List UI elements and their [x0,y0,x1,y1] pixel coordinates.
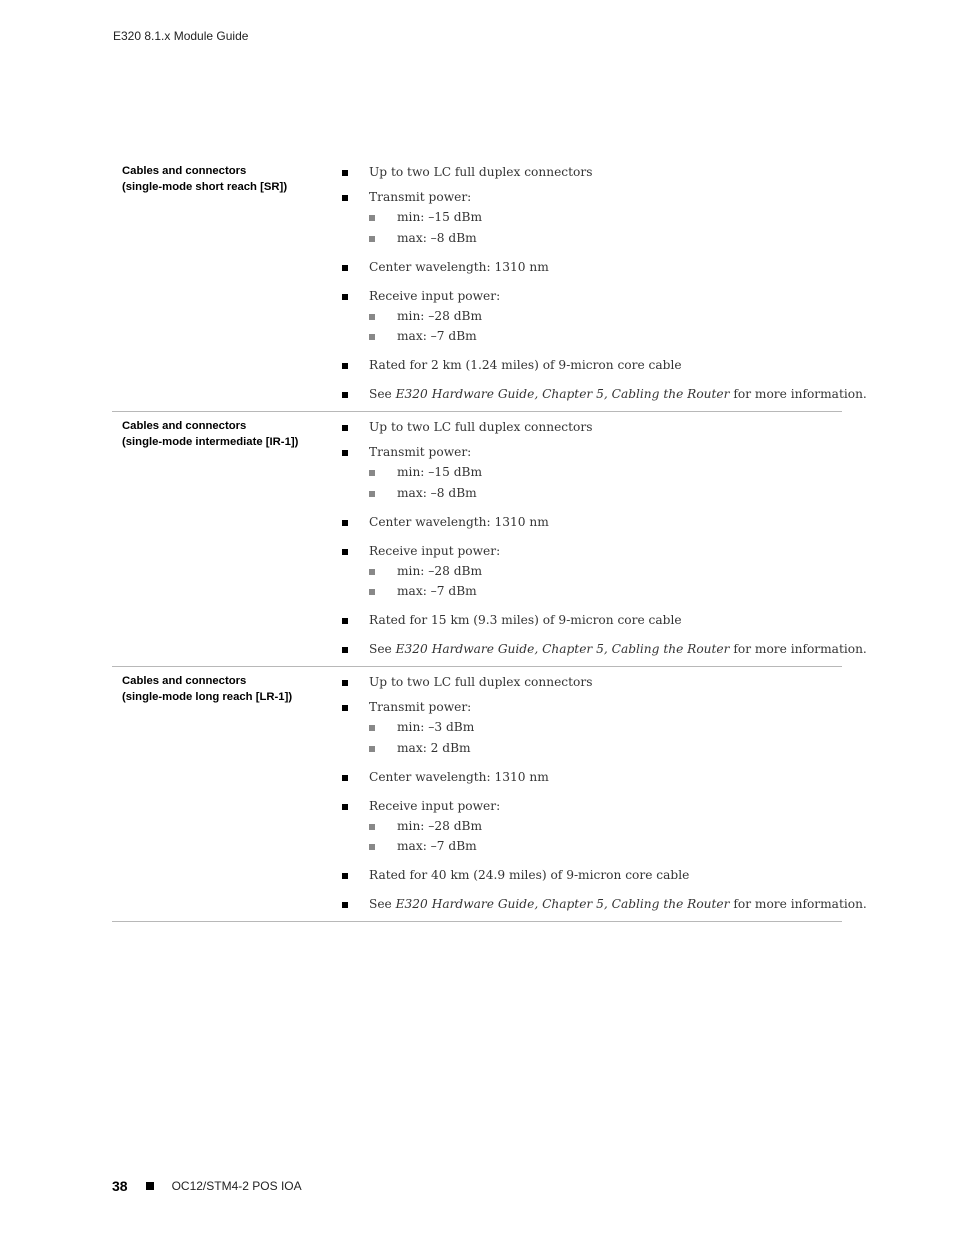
spec-row-sr [112,162,867,412]
list-item: Receive input power: min: –28 dBm max: –7 dBm [340,543,842,601]
square-bullet-icon [369,470,375,476]
sub-list-item: min: –28 dBm [369,308,842,325]
list-item: Transmit power: min: –15 dBm max: –8 dBm [340,189,842,247]
list-item: See E320 Hardware Guide, Chapter 5, Cabling the Router for more information. [340,896,842,913]
footer-title: OC12/STM4-2 POS IOA [171,1179,302,1193]
list-item: See E320 Hardware Guide, Chapter 5, Cabling the Router for more information. [340,641,842,658]
list-item: Transmit power: min: –3 dBm max: 2 dBm [340,699,842,757]
square-bullet-icon [369,334,375,340]
square-bullet-icon [369,725,375,731]
sub-list [369,308,842,346]
spec-table [112,162,867,922]
square-bullet-icon [369,569,375,575]
square-bullet-icon [342,195,348,201]
page-number: 38 [112,1178,128,1194]
list-item: Center wavelength: 1310 nm [340,259,842,276]
square-bullet-icon [369,491,375,497]
list-item: Rated for 2 km (1.24 miles) of 9-micron core cable [340,357,842,374]
list-item: Up to two LC full duplex connectors [340,164,842,181]
square-bullet-icon [369,844,375,850]
square-bullet-icon [342,873,348,879]
list-item: Up to two LC full duplex connectors [340,419,842,436]
list-item: Rated for 15 km (9.3 miles) of 9-micron core cable [340,612,842,629]
sub-list [369,209,842,247]
square-bullet-icon [342,265,348,271]
square-bullet-icon [369,589,375,595]
square-bullet-icon [342,363,348,369]
square-bullet-icon [342,618,348,624]
list-item: Transmit power: min: –15 dBm max: –8 dBm [340,444,842,502]
sub-list-item: min: –28 dBm [369,563,842,580]
square-bullet-icon [342,902,348,908]
row-label-line2: (single-mode long reach [LR-1]) [122,690,293,703]
square-bullet-icon [342,294,348,300]
page-footer [112,1178,302,1194]
list-item: Rated for 40 km (24.9 miles) of 9-micron core cable [340,867,842,884]
row-label [122,674,337,705]
square-bullet-icon [342,425,348,431]
doc-reference: E320 Hardware Guide, Chapter 5, Cabling the Router [395,897,730,911]
running-header: E320 8.1.x Module Guide [113,29,249,43]
square-bullet-icon [369,215,375,221]
square-bullet-icon [369,824,375,830]
square-bullet-icon [342,520,348,526]
sub-list-item: min: –15 dBm [369,209,842,226]
sub-list-item: max: –8 dBm [369,485,842,502]
sub-list-item: max: 2 dBm [369,740,842,757]
square-bullet-icon [342,450,348,456]
row-label-line2: (single-mode short reach [SR]) [122,180,288,193]
sub-list-item: min: –3 dBm [369,719,842,736]
sub-list [369,818,842,856]
list-item: Center wavelength: 1310 nm [340,514,842,531]
list-item: Up to two LC full duplex connectors [340,674,842,691]
spec-row-ir1 [112,412,867,667]
square-bullet-icon [342,804,348,810]
square-bullet-icon [342,392,348,398]
bullet-list [340,418,867,666]
square-bullet-icon [146,1182,154,1190]
sub-list-item: min: –28 dBm [369,818,842,835]
row-label-line1: Cables and connectors [122,420,247,432]
list-item: Center wavelength: 1310 nm [340,769,842,786]
sub-list-item: min: –15 dBm [369,464,842,481]
square-bullet-icon [342,549,348,555]
square-bullet-icon [342,775,348,781]
row-label-line1: Cables and connectors [122,675,247,687]
row-label [122,164,337,195]
sub-list [369,464,842,502]
bullet-list [340,163,867,411]
list-item: See E320 Hardware Guide, Chapter 5, Cabling the Router for more information. [340,386,842,403]
sub-list-item: max: –7 dBm [369,838,842,855]
sub-list [369,563,842,601]
doc-reference: E320 Hardware Guide, Chapter 5, Cabling the Router [395,387,730,401]
square-bullet-icon [369,746,375,752]
spec-row-lr1 [112,667,867,922]
square-bullet-icon [342,705,348,711]
sub-list [369,719,842,757]
sub-list-item: max: –8 dBm [369,230,842,247]
sub-list-item: max: –7 dBm [369,328,842,345]
row-label-line2: (single-mode intermediate [IR-1]) [122,435,299,448]
doc-reference: E320 Hardware Guide, Chapter 5, Cabling the Router [395,642,730,656]
list-item: Receive input power: min: –28 dBm max: –7 dBm [340,288,842,346]
square-bullet-icon [342,680,348,686]
row-label-line1: Cables and connectors [122,165,247,177]
row-label [122,419,337,450]
bullet-list [340,673,867,921]
square-bullet-icon [342,170,348,176]
list-item: Receive input power: min: –28 dBm max: –7 dBm [340,798,842,856]
square-bullet-icon [369,314,375,320]
square-bullet-icon [369,236,375,242]
square-bullet-icon [342,647,348,653]
sub-list-item: max: –7 dBm [369,583,842,600]
